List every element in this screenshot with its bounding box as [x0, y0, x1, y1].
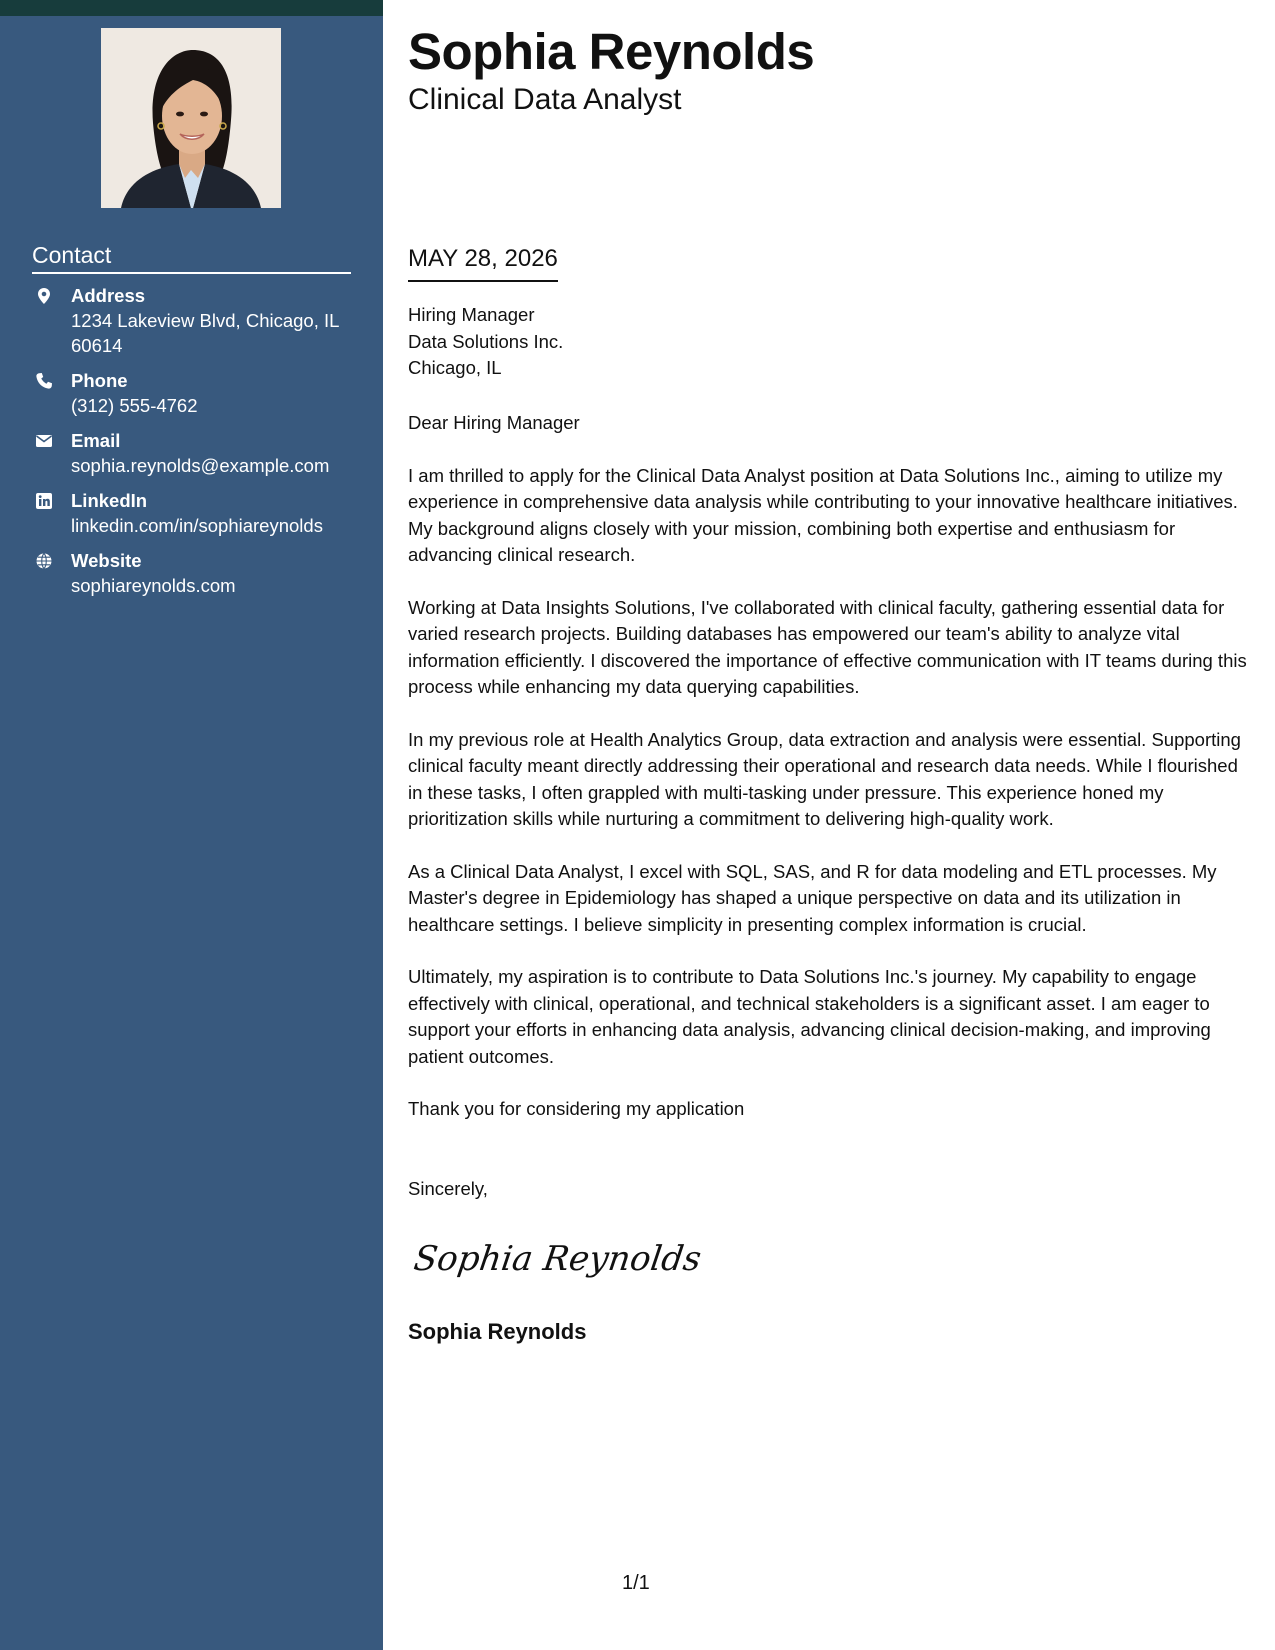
salutation: Dear Hiring Manager: [408, 412, 580, 433]
sidebar: [0, 16, 383, 1650]
website-link[interactable]: sophiareynolds.com: [71, 575, 236, 596]
address-line-1: 1234 Lakeview Blvd, Chicago, IL: [71, 310, 340, 331]
phone-icon: [35, 372, 53, 390]
website-label: Website: [71, 550, 142, 571]
contact-heading: Contact: [32, 242, 351, 274]
closing: Sincerely,: [408, 1178, 488, 1199]
envelope-icon: [35, 432, 53, 450]
signature-text: Sophia Reynolds: [411, 1239, 704, 1279]
applicant-title: Clinical Data Analyst: [408, 83, 682, 116]
address-label: Address: [71, 285, 146, 306]
globe-icon: [35, 552, 53, 570]
body-paragraph: Working at Data Insights Solutions, I've collaborated with clinical faculty, gathering essential data for varied research projects. Building databases has empowered our team's ability to analyze vital information efficiently. I discovered the importance of effective communication with IT teams during this process while enhancing my data querying capabilities.: [408, 596, 1247, 698]
linkedin-label: LinkedIn: [71, 490, 148, 511]
map-pin-icon: [35, 287, 53, 305]
profile-photo: [101, 28, 281, 208]
page-number: 1/1: [622, 1572, 650, 1594]
email-link[interactable]: sophia.reynolds@example.com: [71, 455, 330, 476]
letter-body: [408, 463, 1248, 1149]
contact-linkedin: [32, 489, 362, 538]
contact-address: [32, 284, 362, 358]
signed-name: Sophia Reynolds: [408, 1319, 587, 1344]
contact-email: [32, 429, 362, 478]
contact-website: [32, 549, 362, 598]
sidebar-top-accent: [0, 0, 383, 16]
avatar: [101, 28, 281, 208]
linkedin-icon: [35, 492, 53, 510]
contact-list: [32, 284, 362, 609]
body-paragraph: In my previous role at Health Analytics Group, data extraction and analysis were essential. Supporting clinical faculty meant directly addressing their operational and research data needs. While I flourished in these tasks, I often grappled with multi-tasking under pressure. This experience honed my prioritization skills while nurturing a commitment to delivering high-quality work.: [408, 728, 1241, 830]
letter-date: MAY 28, 2026: [408, 244, 558, 282]
recipient-block: [408, 302, 563, 382]
linkedin-link[interactable]: linkedin.com/in/sophiareynolds: [71, 515, 323, 536]
recipient-line: Chicago, IL: [408, 357, 502, 378]
handwritten-signature: [411, 1232, 704, 1282]
thank-you-line: Thank you for considering my application: [408, 1098, 745, 1120]
phone-label: Phone: [71, 370, 128, 391]
phone-value[interactable]: (312) 555-4762: [71, 395, 198, 416]
body-paragraph: I am thrilled to apply for the Clinical Data Analyst position at Data Solutions Inc., aiming to utilize my experience in comprehensive data analysis while contributing to your innovative healthcare initiatives. My background aligns closely with your mission, combining both expertise and enthusiasm for advancing clinical research.: [408, 465, 1238, 566]
address-line-2: 60614: [71, 335, 123, 356]
applicant-name: Sophia Reynolds: [408, 23, 815, 80]
body-paragraph: Ultimately, my aspiration is to contribute to Data Solutions Inc.'s journey. My capability to engage effectively with clinical, operational, and technical stakeholders is a significant asset. I am eager to support your efforts in enhancing data analysis, advancing clinical decision-making, and improving patient outcomes.: [408, 966, 1211, 1067]
body-paragraph: As a Clinical Data Analyst, I excel with SQL, SAS, and R for data modeling and ETL processes. My Master's degree in Epidemiology has shaped a unique perspective on data and its utilization in healthcare settings. I believe simplicity in presenting complex information is crucial.: [408, 860, 1217, 935]
email-label: Email: [71, 430, 121, 451]
recipient-line: Data Solutions Inc.: [408, 330, 564, 352]
contact-phone: [32, 369, 362, 418]
recipient-line: Hiring Manager: [408, 304, 535, 325]
